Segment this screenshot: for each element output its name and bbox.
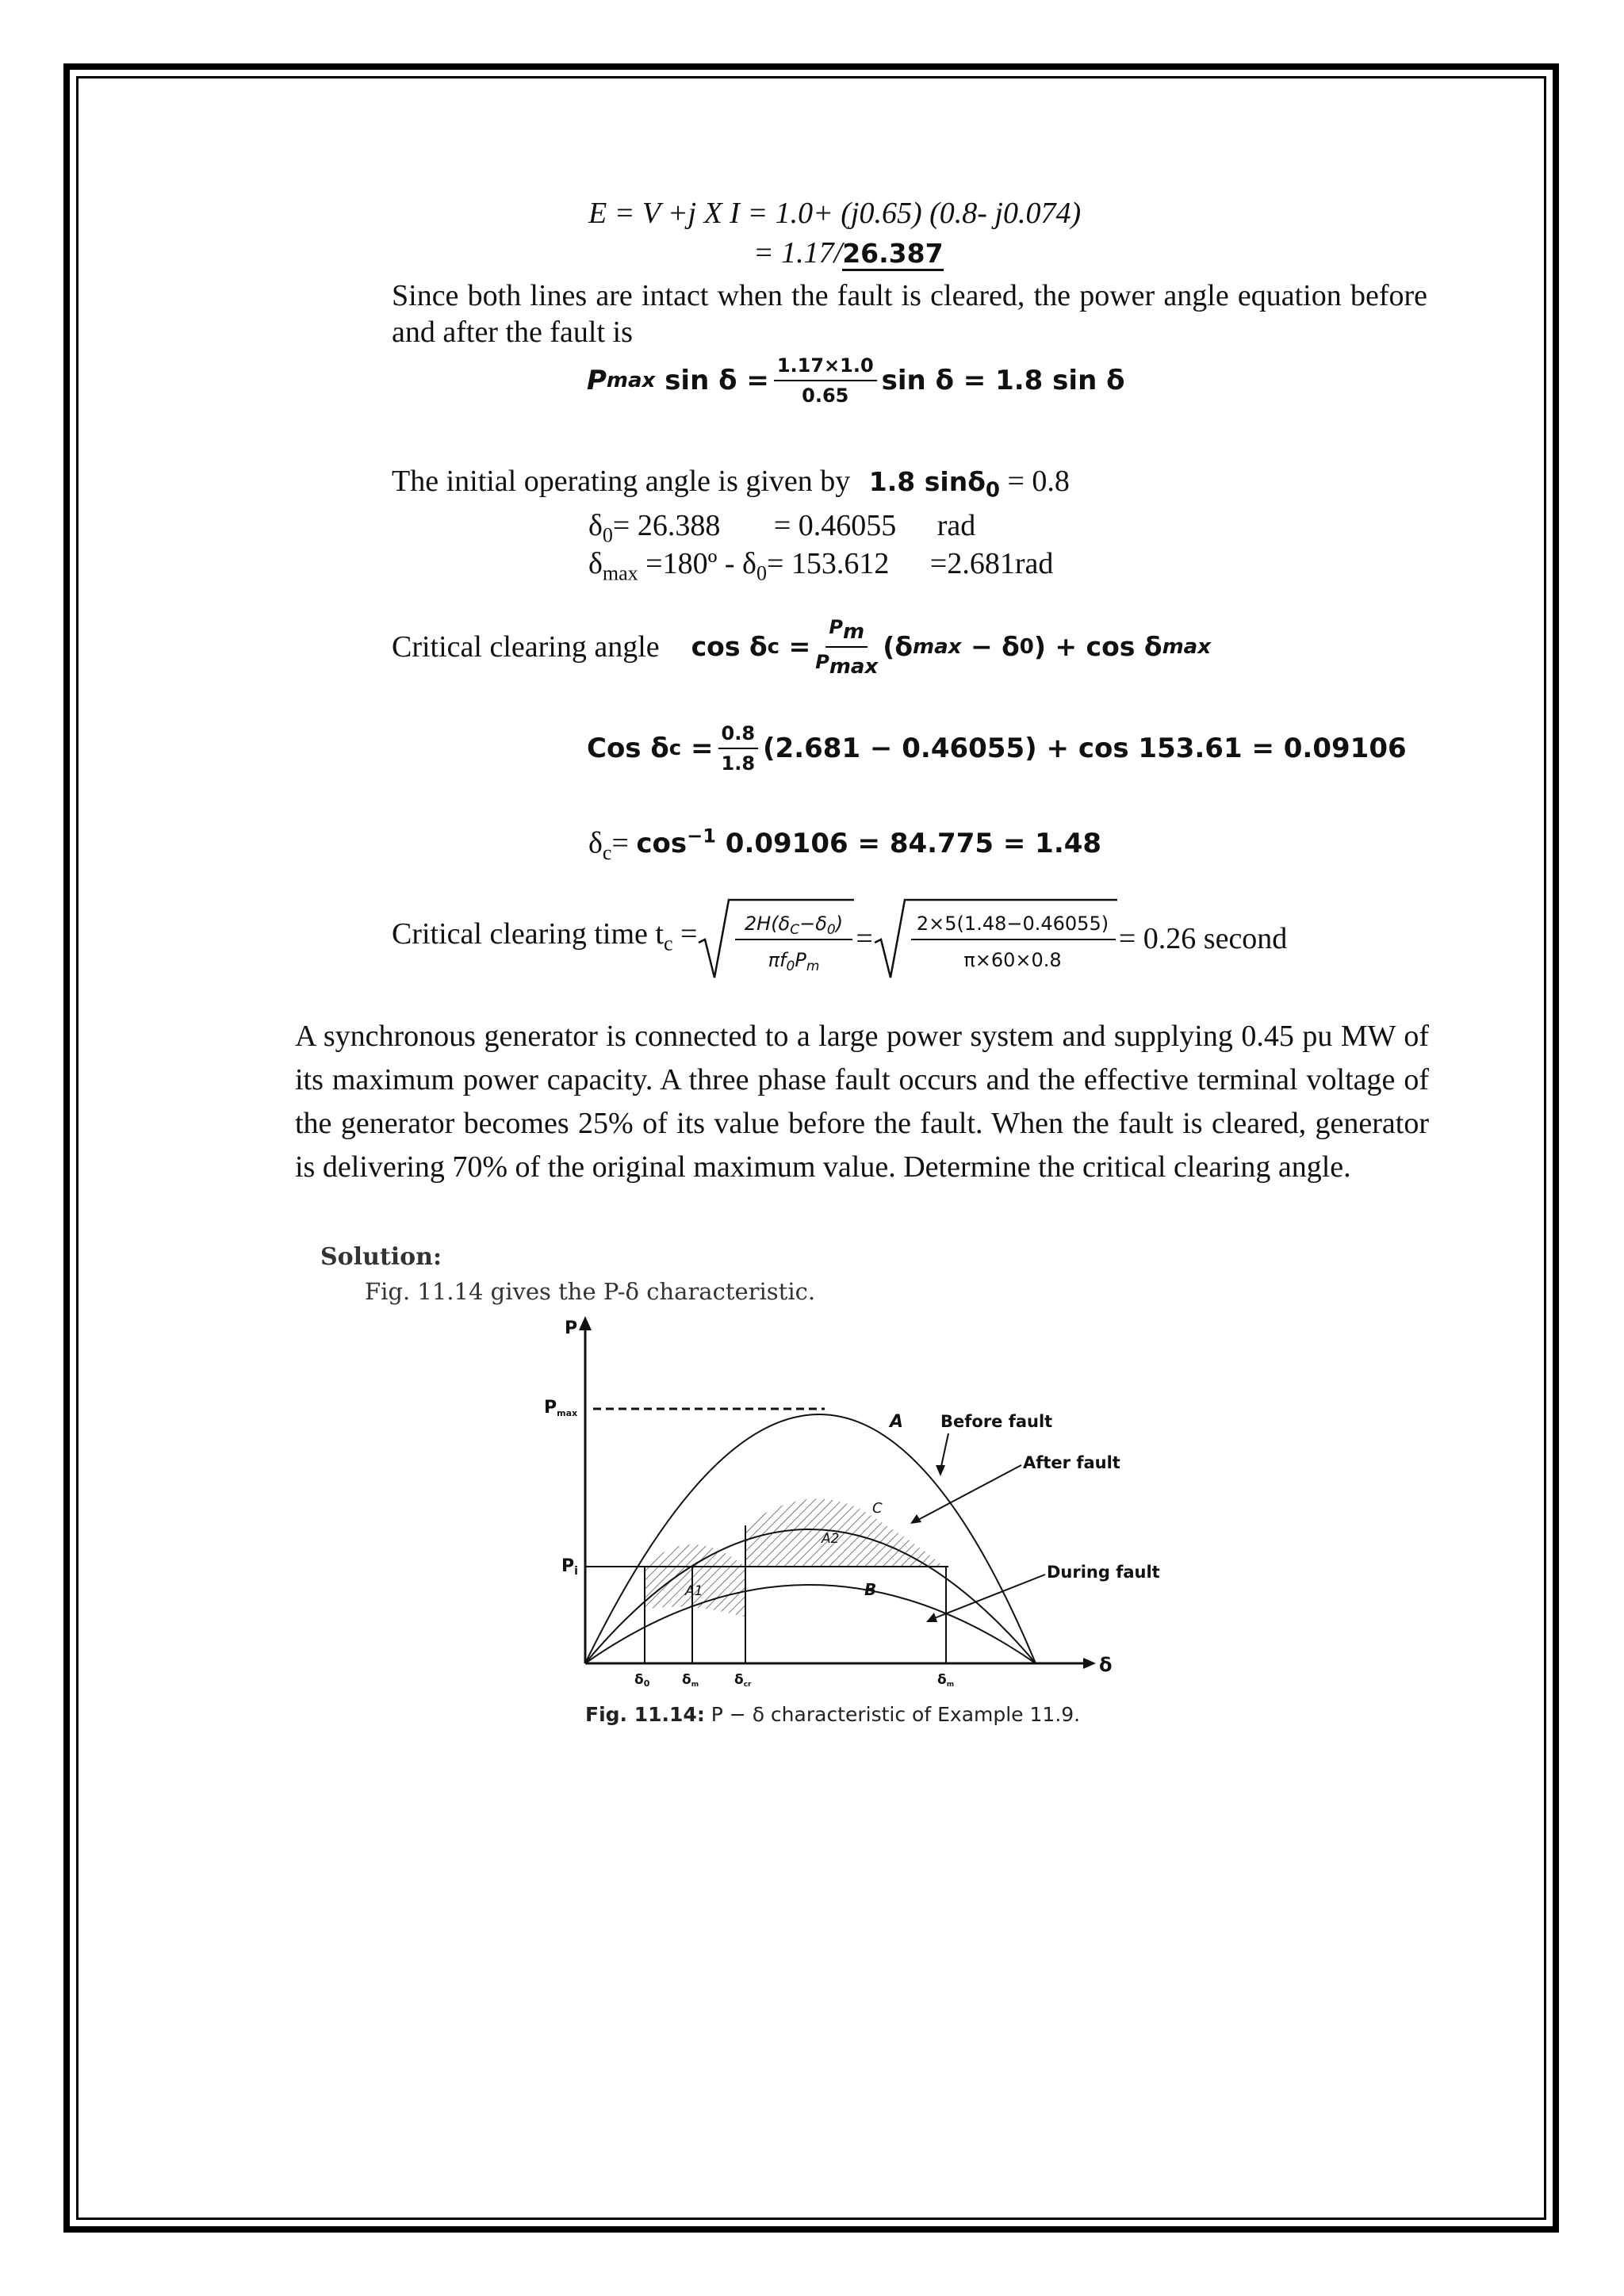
caption-rest: P − δ characteristic of Example 11.9. <box>704 1703 1081 1726</box>
after-fault-arrow <box>917 1465 1021 1521</box>
cos-calc-denominator: 1.8 <box>721 752 756 775</box>
curve-a-label: A <box>890 1412 904 1432</box>
deltamax-symbol: δ <box>588 547 603 580</box>
cca-lhs: cos δ <box>691 631 768 662</box>
initial-angle-expr-sub: 0 <box>985 478 1000 503</box>
equation-e-angle: 26.387 <box>842 238 943 271</box>
curve-b-label: B <box>864 1580 877 1599</box>
delta-c-sub: c <box>602 840 612 864</box>
cca-rest-sub1: max <box>913 635 962 659</box>
delta0-rad-value: = 0.46055 <box>773 509 897 542</box>
cos-delta-c-calculation: Cos δ c = $\frac{0.8}{1.8}$ (2.681 − 0.46055) + cos 153.61 = 0.09106 <box>587 717 1407 780</box>
delta-m-tick-sub: m <box>691 1681 699 1689</box>
after-fault-label: After fault <box>1023 1453 1120 1472</box>
during-fault-arrowhead <box>926 1613 937 1622</box>
x-axis-arrow <box>1083 1658 1096 1669</box>
cct-f2-denominator: π×60×0.8 <box>963 949 1062 972</box>
delta-cr-tick-sub: cr <box>743 1681 752 1689</box>
delta-m-tick-main: δ <box>682 1672 691 1688</box>
pmax-label-sub: max <box>557 1408 578 1418</box>
cos-calc-lhs-sub: c <box>668 737 682 760</box>
pi-label <box>561 1556 578 1578</box>
deltamax-rad-value: =2.681rad <box>929 547 1054 580</box>
before-fault-label: Before fault <box>940 1412 1053 1431</box>
delta-max-tick-main: δ <box>937 1672 947 1688</box>
cct-f2-numerator: 2×5(1.48−0.46055) <box>916 913 1109 936</box>
delta0-sub: 0 <box>602 523 613 547</box>
area-a2-label: A2 <box>822 1531 840 1547</box>
cca-rest2: − δ <box>970 631 1020 662</box>
delta0-unit: rad <box>936 509 976 542</box>
figure-caption <box>585 1703 1080 1726</box>
cca-equation: cos δ c = $\frac{P_m}{P_{max}}$ (δ max − δ 0 ) + cos δ max <box>691 616 1212 679</box>
delta0-tick-sub: 0 <box>643 1678 650 1689</box>
delta-max-tick-sub: m <box>946 1681 955 1689</box>
cca-label: Critical clearing angle <box>392 630 660 664</box>
delta-cr-tick <box>734 1672 752 1689</box>
equation-e: E = V +j X I = 1.0+ (j0.65) (0.8- j0.074) <box>588 197 1082 230</box>
pmax-rhs: sin δ = 1.8 sin δ <box>881 365 1125 396</box>
y-axis-label: P <box>565 1318 578 1338</box>
cca-rest-sub2: 0 <box>1019 635 1034 659</box>
during-fault-label: During fault <box>1047 1563 1160 1582</box>
cca-lhs-sub: c <box>767 635 780 659</box>
delta-c-symbol: δ <box>588 826 603 860</box>
curve-c-label: C <box>872 1500 883 1517</box>
y-axis-arrow <box>579 1316 592 1330</box>
deltamax-sub: max <box>602 561 638 585</box>
cca-rest3: ) + cos δ <box>1033 631 1162 662</box>
cca-num-sub: m <box>842 620 865 644</box>
cct-eq: = <box>680 917 698 951</box>
cos-calc-lhs: Cos δ <box>587 733 669 764</box>
cct-f1-numerator: $2H(\delta_C-\delta_0)$ <box>745 913 844 939</box>
cca-rest1: (δ <box>883 631 914 662</box>
deltamax-sub2: 0 <box>756 561 767 585</box>
cct-result: = 0.26 second <box>1118 922 1288 956</box>
cct-f1-denominator: $\pi f_0P_m$ <box>768 949 820 975</box>
pmax-label <box>544 1398 577 1418</box>
pmax-sub: max <box>606 369 656 392</box>
solution-heading: Solution: <box>320 1243 442 1271</box>
delta0-tick <box>634 1672 650 1689</box>
pi-label-sub: i <box>574 1565 578 1578</box>
equation-e-magnitude: = 1.17/ <box>753 236 843 270</box>
delta-m-tick <box>682 1672 699 1689</box>
before-fault-arrow <box>940 1433 948 1470</box>
cos-calc-numerator: 0.8 <box>718 722 759 749</box>
cos-calc-rest: (2.681 − 0.46055) + cos 153.61 = 0.09106 <box>763 733 1407 764</box>
cca-num-symbol: P <box>829 616 843 639</box>
delta0-tick-main: δ <box>634 1672 644 1688</box>
delta-c-eq: = <box>611 826 637 860</box>
cct-label: Critical clearing time t <box>392 917 664 951</box>
caption-bold: Fig. 11.14: <box>585 1703 705 1726</box>
initial-angle-rhs: = 0.8 <box>1007 465 1070 498</box>
delta0-symbol: δ <box>588 509 603 542</box>
initial-angle-expr-main: 1.8 sinδ <box>868 466 986 497</box>
cct-sub: c <box>663 932 673 955</box>
pi-label-main: P <box>561 1556 575 1576</box>
delta0-value: = 26.388 <box>612 509 721 542</box>
cct-eq2: = <box>856 922 873 956</box>
pmax-denominator: 0.65 <box>802 385 849 407</box>
delta-c-rest: 0.09106 = 84.775 = 1.48 <box>725 828 1102 860</box>
delta-cr-tick-main: δ <box>734 1672 744 1688</box>
cca-den-symbol: P <box>815 651 829 673</box>
deltamax-deg-value: = 153.612 <box>766 547 890 580</box>
initial-angle-text: The initial operating angle is given by <box>392 465 851 498</box>
x-axis-label: δ <box>1099 1654 1113 1676</box>
figure-reference: Fig. 11.14 gives the P-δ characteristic. <box>365 1278 816 1305</box>
problem-paragraph: A synchronous generator is connected to a large power system and supplying 0.45 pu MW of its maximum power capacity. A three phase fault occurs and the effective terminal voltage of the generator becomes 25% of its value before the fault. When the fault is cleared, generator is delivering 70% of the original maximum value. Determine the critical clearing angle. <box>295 1020 1429 1184</box>
pmax-lhs: sin δ = <box>665 365 769 396</box>
pmax-label-main: P <box>544 1398 557 1418</box>
delta-c-cos: cos <box>636 828 688 860</box>
delta-max-tick <box>937 1672 954 1689</box>
cca-den-sub: max <box>829 654 879 679</box>
before-fault-arrowhead <box>936 1465 945 1476</box>
delta-c-sup: −1 <box>687 825 716 848</box>
pmax-symbol: P <box>587 365 607 396</box>
area-a1 <box>645 1544 745 1617</box>
cca-rest-sub3: max <box>1162 635 1212 659</box>
paragraph-lines-intact: Since both lines are intact when the fault is cleared, the power angle equation before and after the fault is <box>392 279 1427 349</box>
area-a1-label: A1 <box>685 1583 703 1599</box>
deltamax-eq: =180º - δ <box>645 547 756 580</box>
pmax-numerator: 1.17×1.0 <box>774 354 877 381</box>
